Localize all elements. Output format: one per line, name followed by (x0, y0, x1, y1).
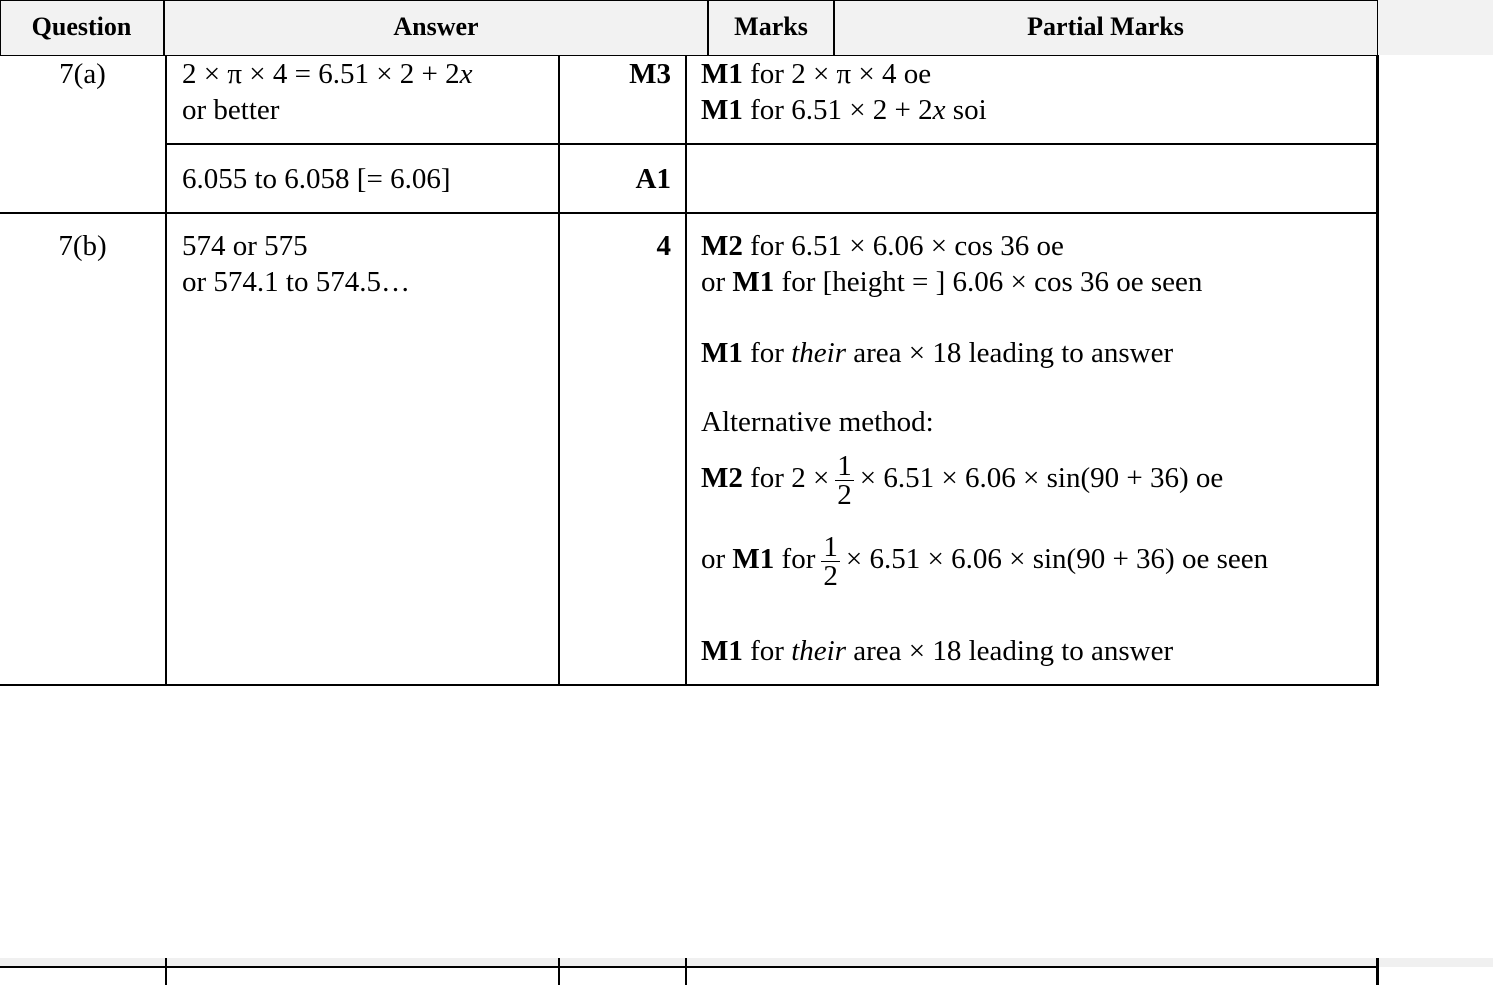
mark-7b: 4 (656, 230, 671, 262)
partial-7a-tag1: M1 (701, 58, 743, 90)
partial-7a-row1: M1 for 2 × π × 4 oe M1 for 6.51 × 2 + 2x soi (701, 58, 987, 126)
answer-7a-equation: 2 × π × 4 = 6.51 × 2 + 2 (182, 58, 460, 90)
partial-7b-line4: M2 for 2 × $\frac{1}{2}$ × 6.51 × 6.06 × sin(90 + 36) oe (701, 449, 1224, 511)
answer-7a-better: or better (182, 94, 280, 126)
header-partial-marks: Partial Marks (1027, 12, 1184, 41)
answer-7b: 574 or 575 or 574.1 to 574.5… (182, 230, 410, 298)
question-label-7b: 7(b) (58, 230, 107, 262)
mark-7a-m3: M3 (629, 58, 671, 90)
partial-7b-line3: M1 for their area × 18 leading to answer (701, 337, 1174, 369)
fraction-half: $\frac{1}{2}$ (823, 530, 838, 592)
header-marks: Marks (734, 12, 808, 41)
partial-7b-line6: M1 for their area × 18 leading to answer (701, 635, 1174, 667)
partial-7a-text1: for 2 × π × 4 oe (742, 58, 932, 90)
partial-7b-line2: or M1 for [height = ] 6.06 × cos 36 oe seen (701, 266, 1203, 298)
partial-7b-line5: or M1 for $\frac{1}{2}$ × 6.51 × 6.06 × sin(90 + 36) oe seen (701, 530, 1269, 592)
mark-7a-a1: A1 (635, 163, 671, 195)
answer-7a-variable: x (459, 58, 473, 90)
answer-7a-row1 (182, 56, 473, 128)
partial-7a-tag2: M1 (701, 94, 743, 126)
fraction-half: $\frac{1}{2}$ (837, 449, 852, 511)
question-label-7a: 7(a) (59, 58, 106, 90)
partial-7b-line1: M2 for 6.51 × 6.06 × cos 36 oe (701, 230, 1064, 262)
header-answer: Answer (393, 12, 479, 41)
answer-7a-row2: 6.055 to 6.058 [= 6.06] (182, 163, 451, 195)
header-question: Question (31, 12, 132, 41)
partial-7b-alternative: Alternative method: (701, 406, 934, 438)
